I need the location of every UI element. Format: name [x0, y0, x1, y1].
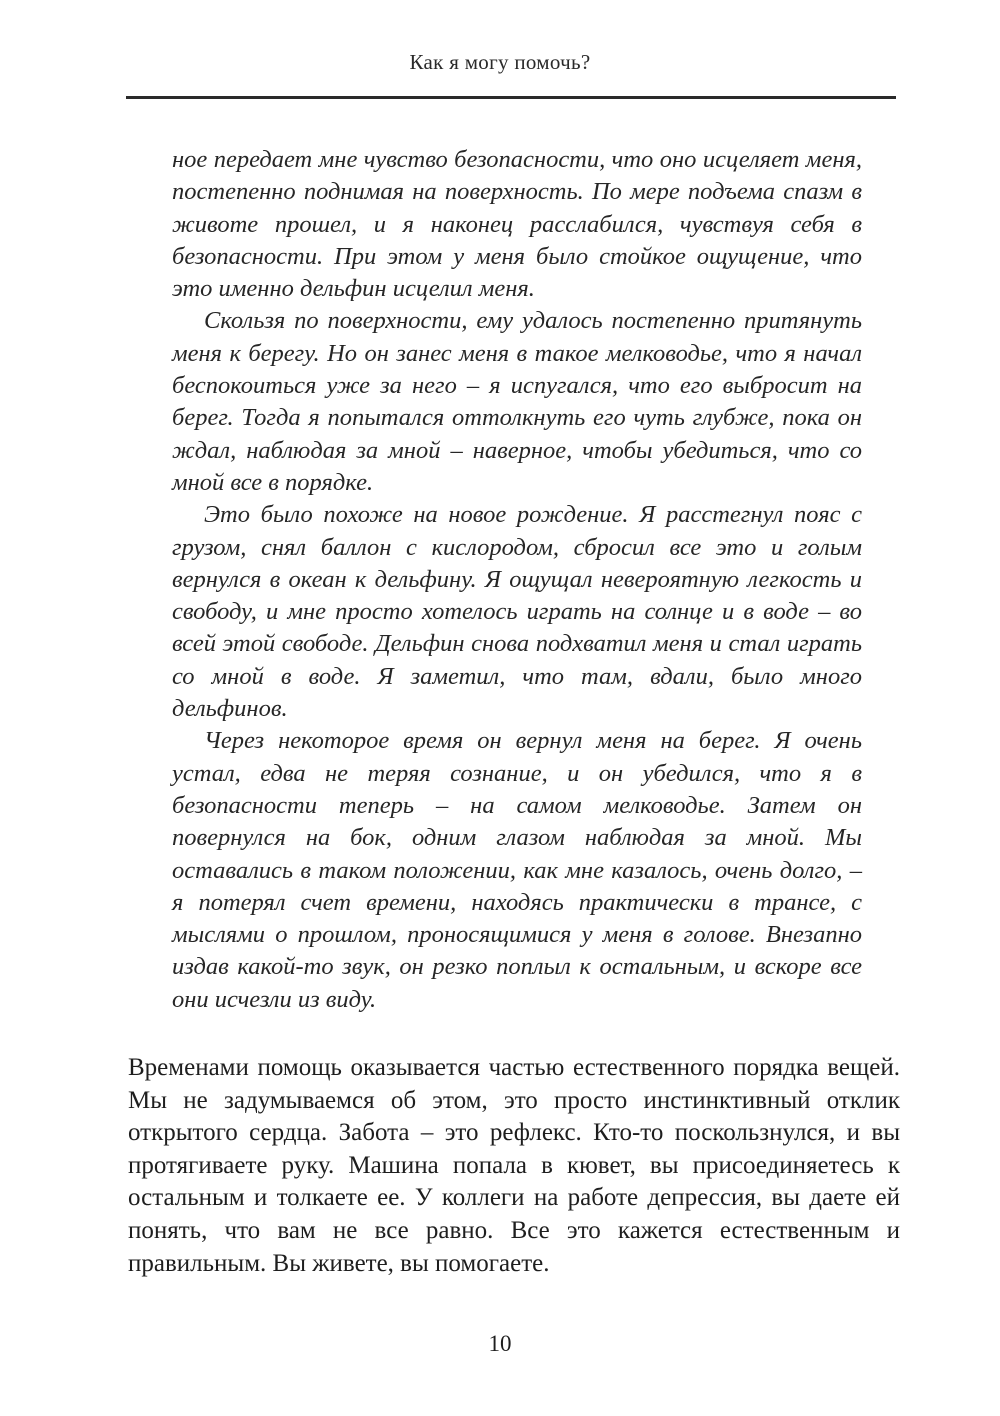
body-paragraph: Временами помощь оказывается частью естественного порядка вещей. Мы не задумываемся об этом, это просто инстинктивный отклик открытого сердца. Забота – это рефлекс. Кто-то поскользнулся, и вы протягиваете руку. Машина попала в кювет, вы присоединяетесь к остальным и толкаете ее. У коллеги на работе депрессия, вы даете ей понять, что вам не все равно. Все это кажется естественным и правильным. Вы живете, вы помогаете. [128, 1054, 900, 1277]
page-number: 10 [488, 1331, 512, 1356]
quoted-story-block [172, 144, 862, 1016]
body-text [128, 1052, 900, 1280]
quote-paragraph: Через некоторое время он вернул меня на берег. Я очень устал, едва не теряя сознание, и он убедился, что я в безопасности теперь – на самом мелководье. Затем он повернулся на бок, одним глазом наблюдая за мной. Мы оставались в таком положении, как мне казалось, очень долго, – я потерял счет времени, находясь практически в трансе, с мыслями о прошлом, проносящимися у меня в голове. Внезапно издав какой-то звук, он резко поплыл к остальным, и вскоре все они исчезли из виду. [172, 727, 862, 1013]
running-head-title: Как я могу помочь? [409, 50, 591, 74]
quote-paragraph: ное передает мне чувство безопасности, что оно исцеляет меня, постепенно поднимая на поверхность. По мере подъема спазм в животе прошел, и я наконец расслабился, чувствуя себя в безопасности. При этом у меня было стойкое ощущение, что это именно дельфин исцелил меня. [172, 146, 862, 303]
quote-paragraph: Это было похоже на новое рождение. Я расстегнул пояс с грузом, снял баллон с кислородом, сбросил все это и голым вернулся в океан к дельфину. Я ощущал невероятную легкость и свободу, и мне просто хотелось играть на солнце и в воде – во всей этой свободе. Дельфин снова подхватил меня и стал играть со мной в воде. Я заметил, что там, вдали, было много дельфинов. [172, 501, 862, 723]
header-rule [126, 96, 896, 99]
quote-paragraph: Скользя по поверхности, ему удалось постепенно притянуть меня к берегу. Но он занес меня в такое мелководье, что я начал беспокоиться уже за него – я испугался, что его выбросит на берег. Тогда я попытался оттолкнуть его чуть глубже, пока он ждал, наблюдая за мной – наверное, чтобы убедиться, что со мной все в порядке. [172, 307, 862, 496]
